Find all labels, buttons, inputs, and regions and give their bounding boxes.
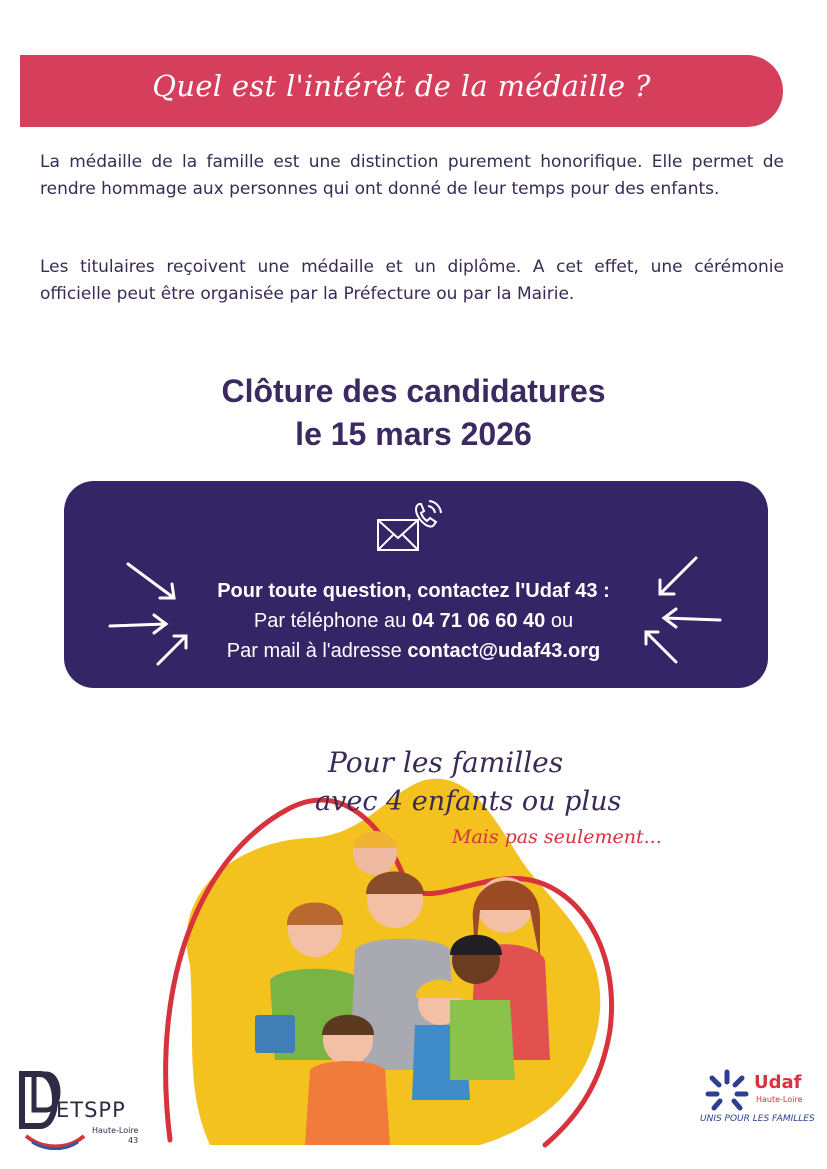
udaf-logo-icon — [702, 1064, 752, 1114]
contact-heading — [0, 576, 827, 606]
etspp-logo-sub: Haute-Loire — [92, 1126, 139, 1135]
contact-phone-line — [0, 606, 827, 636]
contact-mail-line — [0, 636, 827, 666]
families-line-3: Mais pas seulement... — [452, 826, 662, 848]
phone-suffix: ou — [550, 610, 574, 632]
intro-paragraph-1: La médaille de la famille est une distinction purement honorifique. Elle permet de rendre hommage aux personnes qui ont donné de leur temps pour des enfants. — [40, 152, 784, 199]
udaf-logo-sub: Haute-Loire — [756, 1095, 803, 1104]
phone-number[interactable]: 04 71 06 60 40 — [411, 610, 546, 632]
deadline-line-1: Clôture des candidatures — [221, 373, 606, 409]
deadline-line-2: le 15 mars 2026 — [295, 416, 532, 452]
family-illustration — [150, 760, 650, 1150]
families-line-2: avec 4 enfants ou plus — [315, 786, 622, 817]
contact-heading-text: Pour toute question, contactez l'Udaf 43 : — [217, 580, 610, 602]
section-banner — [20, 55, 783, 127]
phone-prefix: Par téléphone au — [253, 610, 407, 632]
mail-prefix: Par mail à l'adresse — [226, 640, 402, 662]
udaf-logo-tagline: UNIS POUR LES FAMILLES — [700, 1114, 815, 1124]
banner-title: Quel est l'intérêt de la médaille ? — [152, 69, 651, 103]
udaf-logo-name: Udaf — [754, 1072, 802, 1093]
phone-mail-icon — [375, 498, 447, 556]
families-line-1: Pour les familles — [328, 746, 564, 779]
etspp-logo-name: ETSPP — [56, 1098, 126, 1122]
intro-paragraph-2: Les titulaires reçoivent une médaille et un diplôme. A cet effet, une cérémonie officielle peut être organisée par la Préfecture ou par la Mairie. — [40, 257, 784, 304]
etspp-logo-num: 43 — [128, 1136, 139, 1145]
email-link[interactable]: contact@udaf43.org — [407, 640, 601, 662]
